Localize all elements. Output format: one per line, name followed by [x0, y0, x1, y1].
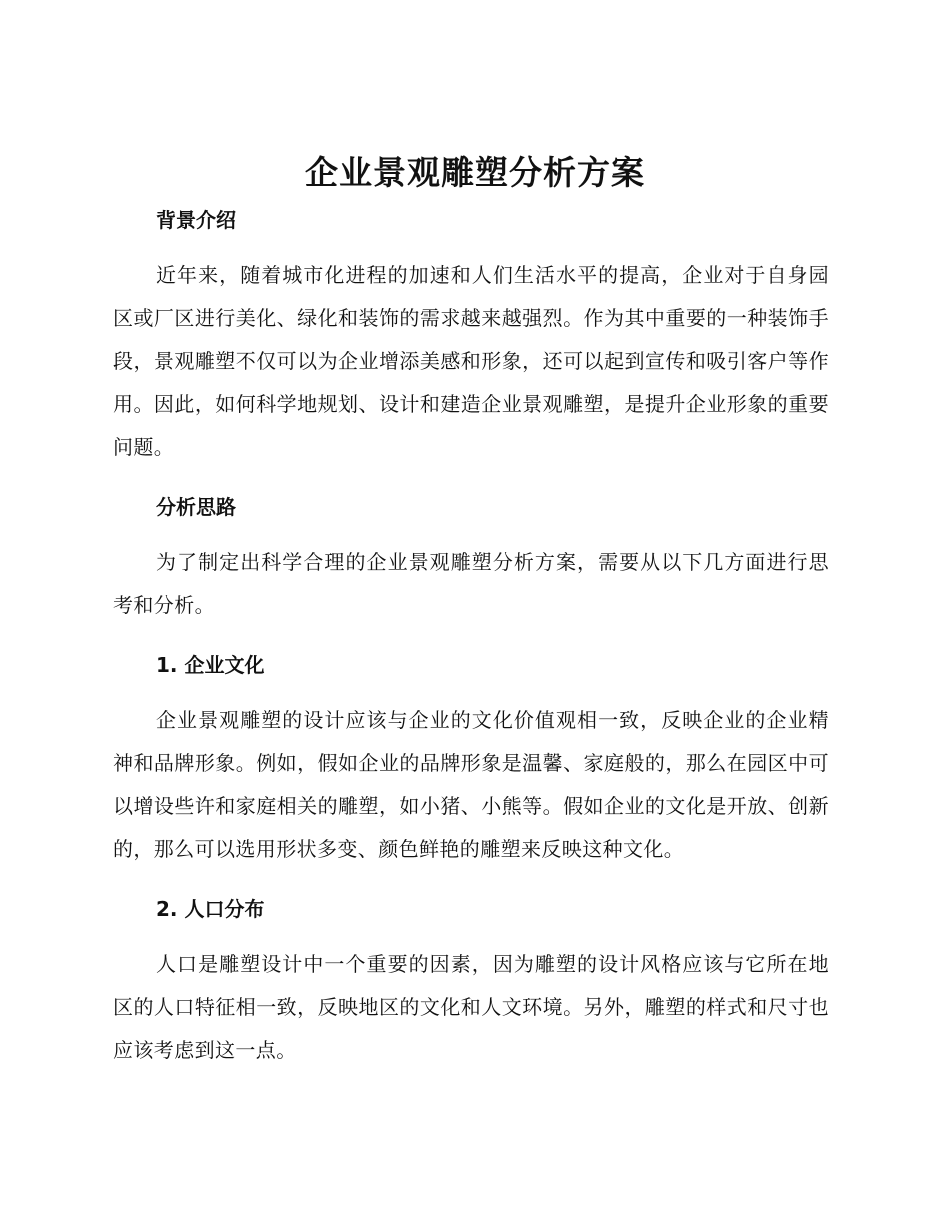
- section-heading-population-distribution: 2. 人口分布: [156, 897, 265, 921]
- section-paragraph-corporate-culture: 企业景观雕塑的设计应该与企业的文化价值观相一致，反映企业的企业精神和品牌形象。例如，假如企业的品牌形象是温馨、家庭般的，那么在园区中可以增设些许和家庭相关的雕塑，如小猪、小熊等。假如企业的文化是开放、创新的，那么可以选用形状多变、颜色鲜艳的雕塑来反映这种文化。: [113, 708, 829, 861]
- section-heading-corporate-culture: 1. 企业文化: [156, 653, 265, 677]
- section-heading-background: 背景介绍: [156, 208, 236, 232]
- document-body: [113, 200, 829, 1072]
- section-heading-analysis-approach: 分析思路: [156, 495, 236, 519]
- section-paragraph-analysis-approach: 为了制定出科学合理的企业景观雕塑分析方案，需要从以下几方面进行思考和分析。: [113, 550, 829, 617]
- section-paragraph-population-distribution: 人口是雕塑设计中一个重要的因素，因为雕塑的设计风格应该与它所在地区的人口特征相一致，反映地区的文化和人文环境。另外，雕塑的样式和尺寸也应该考虑到这一点。: [113, 952, 829, 1062]
- section-paragraph-background: 近年来，随着城市化进程的加速和人们生活水平的提高，企业对于自身园区或厂区进行美化、绿化和装饰的需求越来越强烈。作为其中重要的一种装饰手段，景观雕塑不仅可以为企业增添美感和形象，还可以起到宣传和吸引客户等作用。因此，如何科学地规划、设计和建造企业景观雕塑，是提升企业形象的重要问题。: [113, 263, 829, 459]
- document-title: 企业景观雕塑分析方案: [305, 153, 645, 192]
